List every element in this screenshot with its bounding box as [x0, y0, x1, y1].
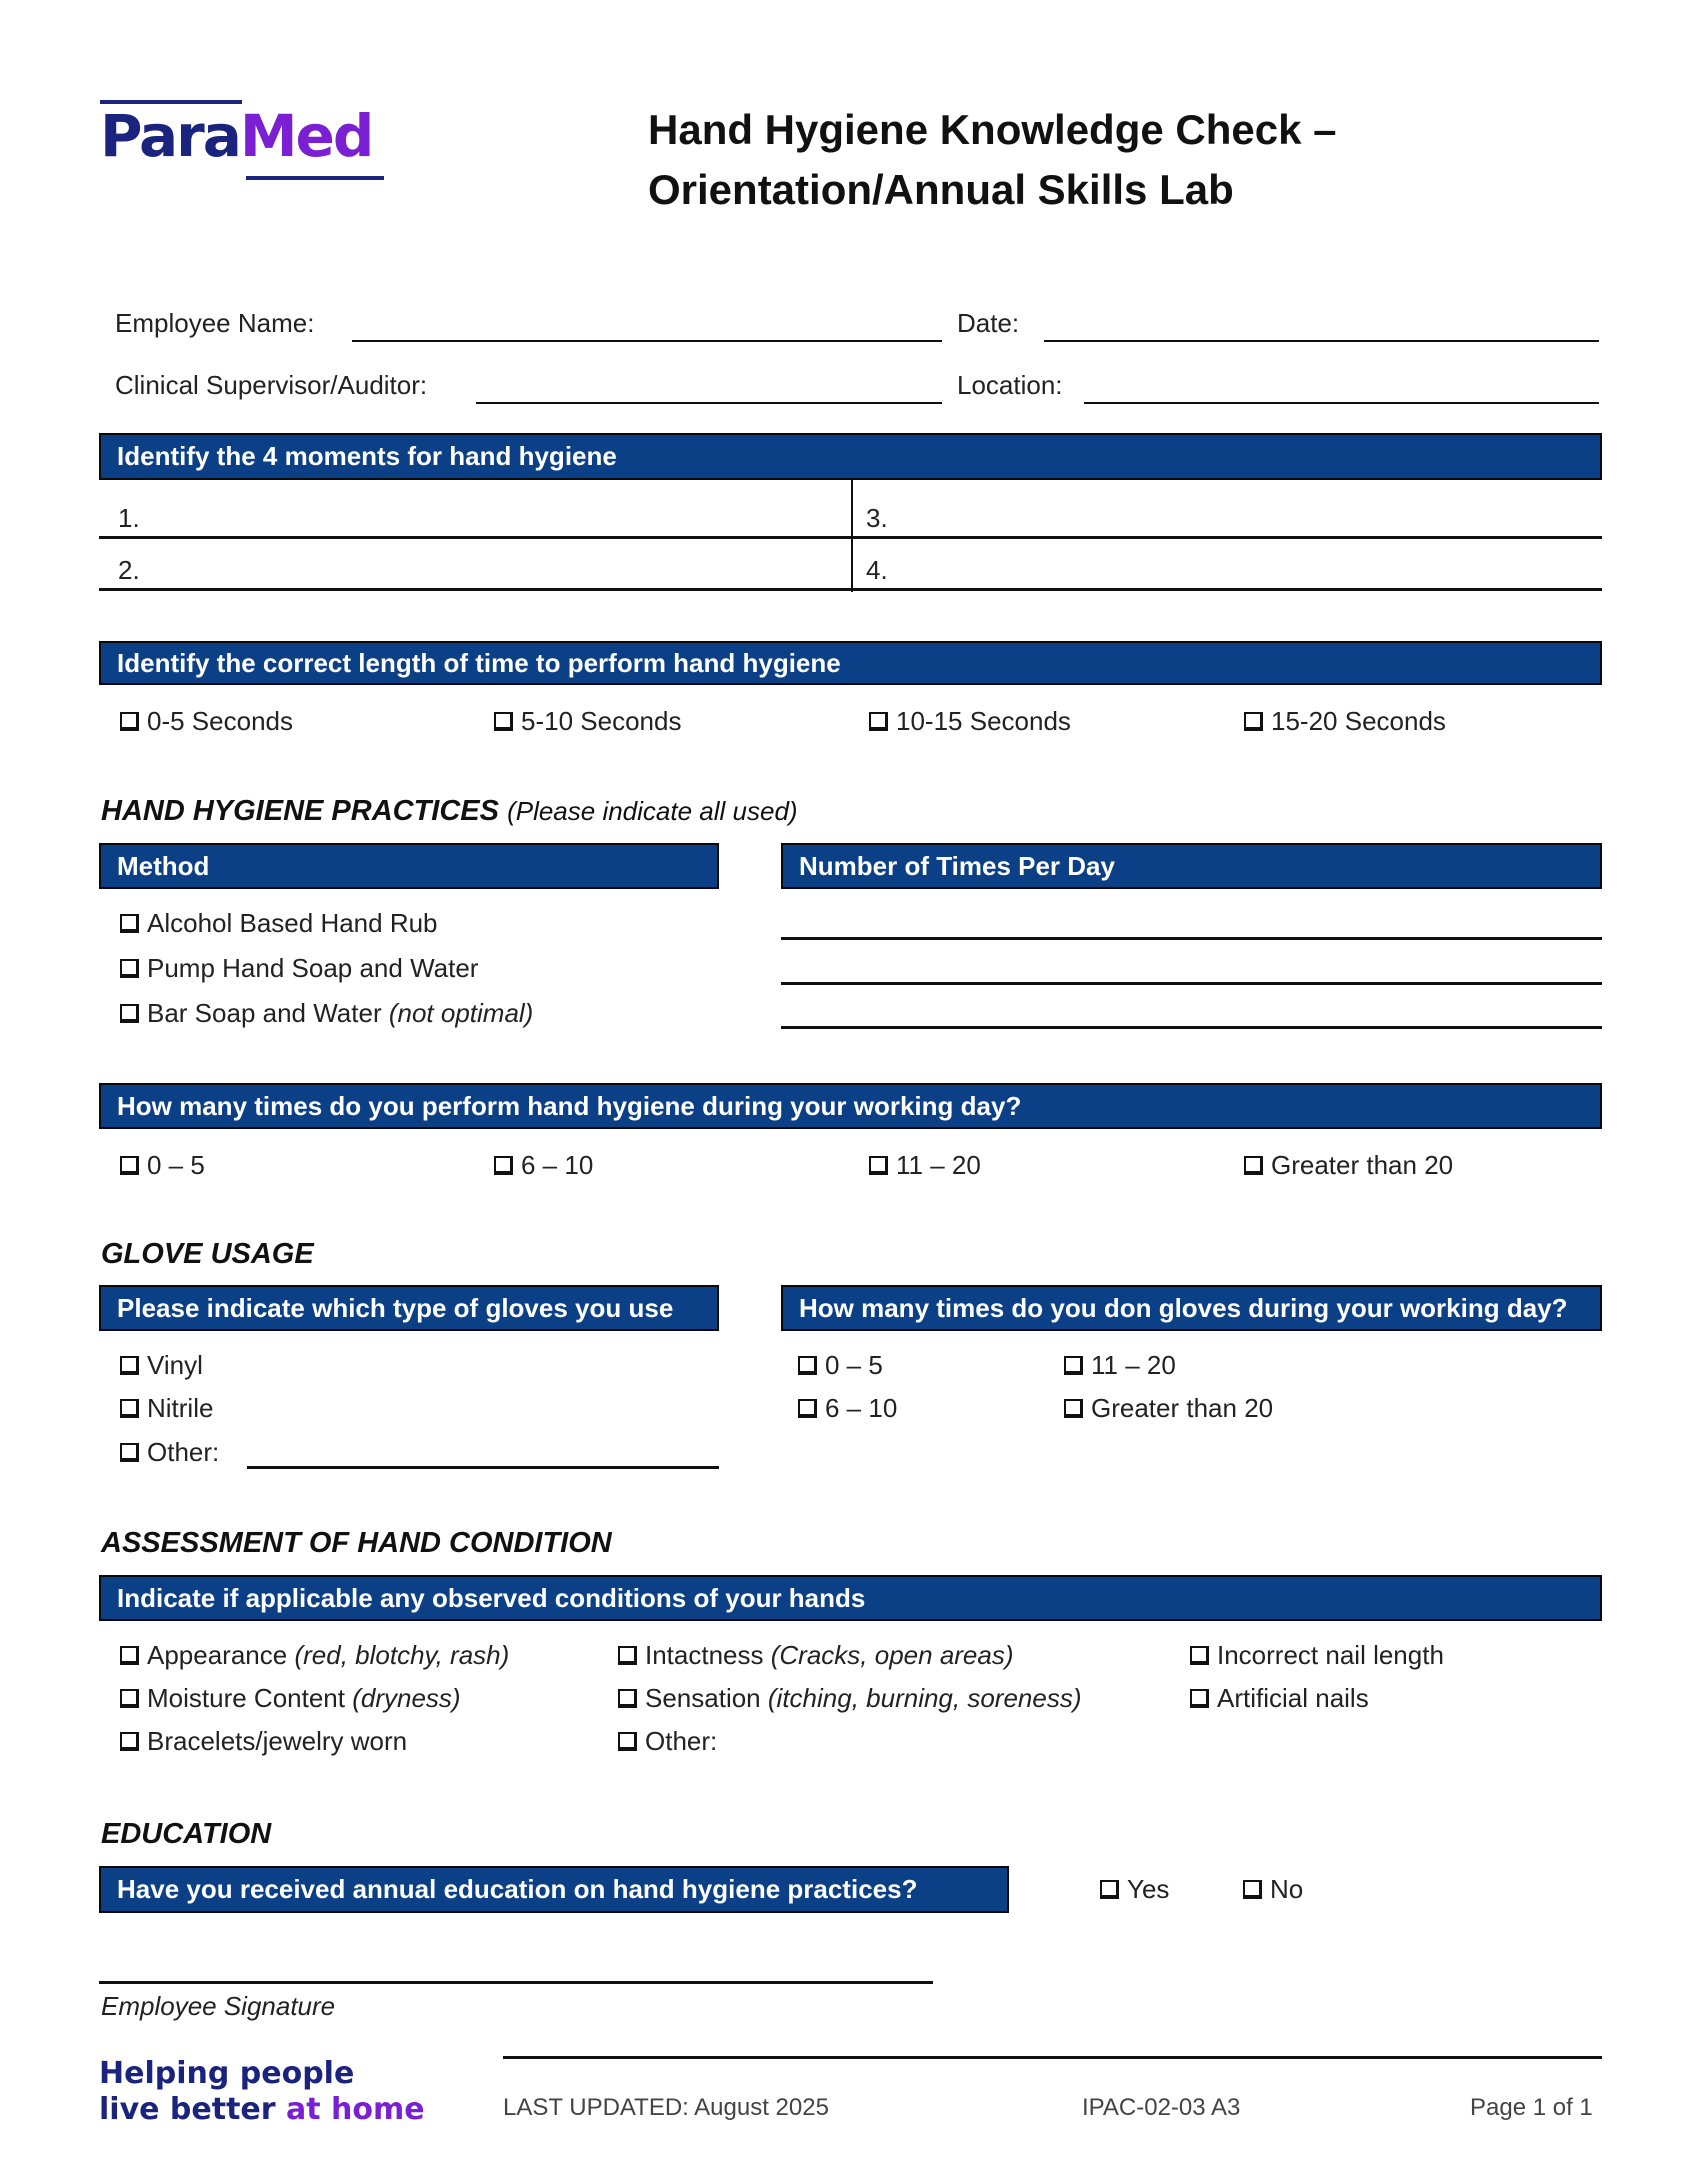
moments-row-line [99, 536, 1602, 539]
checkbox-icon[interactable] [1244, 1156, 1263, 1175]
checkbox-icon[interactable] [120, 1443, 139, 1462]
checkbox-icon[interactable] [1190, 1689, 1209, 1708]
duration-option-5-10[interactable]: 5-10 Seconds [494, 706, 681, 737]
moment-3[interactable]: 3. [866, 503, 888, 533]
assessment-header: Indicate if applicable any observed conditions of your hands [99, 1575, 1602, 1621]
checkbox-icon[interactable] [120, 1646, 139, 1665]
logo-wordmark: ParaMed [100, 102, 373, 170]
checkbox-icon[interactable] [120, 914, 139, 933]
page-title: Hand Hygiene Knowledge Check – Orientation/Annual Skills Lab [648, 106, 1337, 213]
checkbox-icon[interactable] [120, 1356, 139, 1375]
tagline: Helping people live better at home [99, 2056, 425, 2127]
education-title: EDUCATION [101, 1818, 272, 1850]
supervisor-field[interactable] [476, 402, 942, 404]
frequency-option-gt-20[interactable]: Greater than 20 [1244, 1150, 1453, 1181]
condition-moisture[interactable]: Moisture Content (dryness) [120, 1683, 461, 1714]
moments-bottom-line [99, 588, 1602, 591]
glove-other-field[interactable] [247, 1466, 719, 1469]
glove-type-header: Please indicate which type of gloves you use [99, 1285, 719, 1331]
paramed-logo [100, 100, 390, 190]
moment-4[interactable]: 4. [866, 555, 888, 585]
condition-nail-length[interactable]: Incorrect nail length [1190, 1640, 1444, 1671]
duration-option-10-15[interactable]: 10-15 Seconds [869, 706, 1071, 737]
checkbox-icon[interactable] [618, 1689, 637, 1708]
glove-usage-title: GLOVE USAGE [101, 1238, 314, 1270]
moment-1[interactable]: 1. [118, 503, 140, 533]
checkbox-icon[interactable] [1100, 1880, 1119, 1899]
checkbox-icon[interactable] [120, 1004, 139, 1023]
condition-appearance[interactable]: Appearance (red, blotchy, rash) [120, 1640, 509, 1671]
supervisor-label: Clinical Supervisor/Auditor: [115, 370, 428, 400]
education-question: Have you received annual education on hand hygiene practices? [99, 1866, 1009, 1913]
education-yes[interactable]: Yes [1100, 1874, 1169, 1905]
duration-header: Identify the correct length of time to perform hand hygiene [99, 641, 1602, 685]
method-alcohol-rub[interactable]: Alcohol Based Hand Rub [120, 908, 438, 939]
checkbox-icon[interactable] [494, 712, 513, 731]
checkbox-icon[interactable] [120, 959, 139, 978]
checkbox-icon[interactable] [1064, 1399, 1083, 1418]
times-per-day-header: Number of Times Per Day [781, 843, 1602, 889]
condition-jewelry[interactable]: Bracelets/jewelry worn [120, 1726, 407, 1757]
moments-header: Identify the 4 moments for hand hygiene [99, 433, 1602, 480]
condition-other[interactable]: Other: [618, 1726, 717, 1757]
checkbox-icon[interactable] [120, 712, 139, 731]
method-pump-soap[interactable]: Pump Hand Soap and Water [120, 953, 478, 984]
don-option-gt-20[interactable]: Greater than 20 [1064, 1393, 1273, 1424]
logo-bottom-bar [246, 176, 384, 180]
assessment-title: ASSESSMENT OF HAND CONDITION [101, 1527, 612, 1559]
frequency-option-11-20[interactable]: 11 – 20 [869, 1150, 981, 1181]
signature-field[interactable] [99, 1981, 933, 1984]
method-bar-soap[interactable]: Bar Soap and Water (not optimal) [120, 998, 533, 1029]
employee-name-field[interactable] [352, 340, 942, 342]
method-header: Method [99, 843, 719, 889]
checkbox-icon[interactable] [618, 1732, 637, 1751]
location-label: Location: [957, 370, 1063, 400]
checkbox-icon[interactable] [1244, 712, 1263, 731]
checkbox-icon[interactable] [120, 1399, 139, 1418]
checkbox-icon[interactable] [1243, 1880, 1262, 1899]
footer-rule [503, 2056, 1602, 2059]
frequency-option-0-5[interactable]: 0 – 5 [120, 1150, 205, 1181]
date-label: Date: [957, 308, 1020, 338]
glove-don-header: How many times do you don gloves during your working day? [781, 1285, 1602, 1331]
frequency-header: How many times do you perform hand hygiene during your working day? [99, 1083, 1602, 1129]
checkbox-icon[interactable] [120, 1732, 139, 1751]
condition-sensation[interactable]: Sensation (itching, burning, soreness) [618, 1683, 1082, 1714]
last-updated: LAST UPDATED: August 2025 [503, 2094, 829, 2121]
don-option-11-20[interactable]: 11 – 20 [1064, 1350, 1176, 1381]
checkbox-icon[interactable] [1190, 1646, 1209, 1665]
location-field[interactable] [1084, 402, 1599, 404]
condition-artificial-nails[interactable]: Artificial nails [1190, 1683, 1369, 1714]
duration-option-0-5[interactable]: 0-5 Seconds [120, 706, 293, 737]
checkbox-icon[interactable] [869, 1156, 888, 1175]
frequency-option-6-10[interactable]: 6 – 10 [494, 1150, 593, 1181]
checkbox-icon[interactable] [798, 1356, 817, 1375]
don-option-6-10[interactable]: 6 – 10 [798, 1393, 897, 1424]
checkbox-icon[interactable] [494, 1156, 513, 1175]
times-pump-field[interactable] [781, 982, 1602, 985]
checkbox-icon[interactable] [798, 1399, 817, 1418]
checkbox-icon[interactable] [618, 1646, 637, 1665]
times-bar-field[interactable] [781, 1026, 1602, 1029]
education-no[interactable]: No [1243, 1874, 1303, 1905]
practices-title: HAND HYGIENE PRACTICES (Please indicate all used) [101, 795, 798, 827]
page-number: Page 1 of 1 [1470, 2094, 1593, 2121]
condition-intactness[interactable]: Intactness (Cracks, open areas) [618, 1640, 1014, 1671]
don-option-0-5[interactable]: 0 – 5 [798, 1350, 883, 1381]
checkbox-icon[interactable] [120, 1689, 139, 1708]
duration-option-15-20[interactable]: 15-20 Seconds [1244, 706, 1446, 737]
moment-2[interactable]: 2. [118, 555, 140, 585]
glove-other[interactable]: Other: [120, 1437, 219, 1468]
checkbox-icon[interactable] [120, 1156, 139, 1175]
date-field[interactable] [1044, 340, 1599, 342]
employee-name-label: Employee Name: [115, 308, 315, 338]
times-alcohol-field[interactable] [781, 937, 1602, 940]
glove-vinyl[interactable]: Vinyl [120, 1350, 203, 1381]
checkbox-icon[interactable] [869, 712, 888, 731]
checkbox-icon[interactable] [1064, 1356, 1083, 1375]
glove-nitrile[interactable]: Nitrile [120, 1393, 213, 1424]
document-code: IPAC-02-03 A3 [1082, 2094, 1241, 2121]
signature-label: Employee Signature [101, 1991, 336, 2021]
